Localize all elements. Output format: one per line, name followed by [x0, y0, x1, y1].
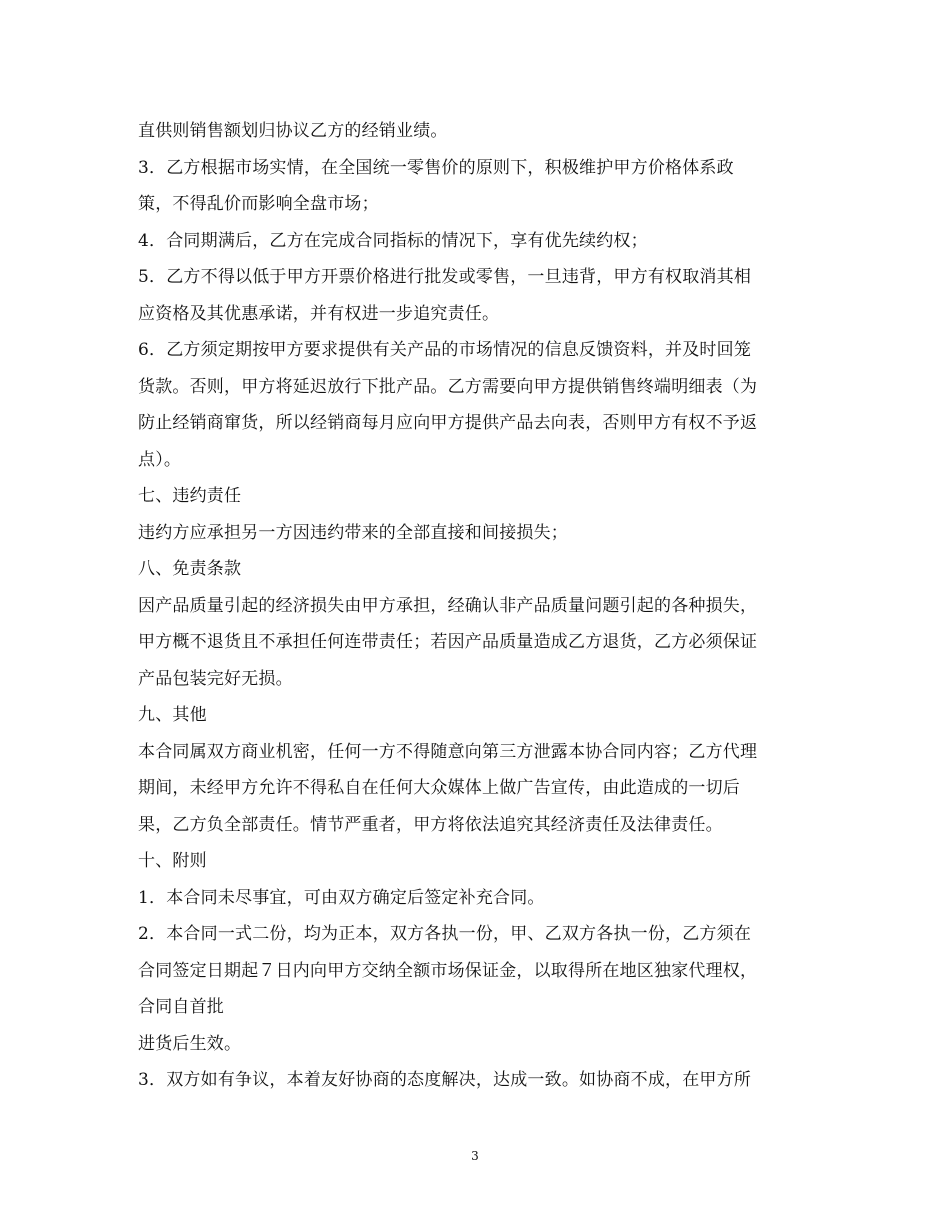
text-line: 产品包装完好无损。 [138, 668, 293, 689]
section-heading: 七、违约责任 [138, 486, 242, 506]
text-line: 1．本合同未尽事宜，可由双方确定后签定补充合同。 [138, 887, 545, 908]
text-line: 合同自首批 [138, 997, 224, 1017]
text-line: 本合同属双方商业机密，任何一方不得随意向第三方泄露本协合同内容；乙方代理 [138, 741, 758, 762]
section-heading: 九、其他 [138, 705, 207, 725]
text-line: 甲方概不退货且不承担任何连带责任；若因产品质量造成乙方退货，乙方必须保证 [138, 632, 758, 652]
document-body [138, 113, 818, 1099]
text-line: 4．合同期满后，乙方在完成合同指标的情况下，享有优先续约权； [138, 230, 648, 251]
page-number: 3 [471, 1149, 479, 1163]
text-line: 违约方应承担另一方因违约带来的全部直接和间接损失； [138, 522, 568, 543]
text-line: 货款。否则，甲方将延迟放行下批产品。乙方需要向甲方提供销售终端明细表（为 [138, 376, 758, 397]
text-line: 策，不得乱价而影响全盘市场； [138, 194, 379, 214]
text-line: 3．双方如有争议，本着友好协商的态度解决，达成一致。如协商不成，在甲方所 [138, 1070, 752, 1090]
text-line: 防止经销商窜货，所以经销商每月应向甲方提供产品去向表，否则甲方有权不予返 [138, 413, 758, 433]
text-line: 果，乙方负全部责任。情节严重者，甲方将依法追究其经济责任及法律责任。 [138, 814, 723, 835]
text-line: 期间，未经甲方允许不得私自在任何大众媒体上做广告宣传，由此造成的一切后 [138, 778, 740, 798]
text-line: 直供则销售额划归协议乙方的经销业绩。 [138, 121, 448, 141]
text-line: 点）。 [138, 449, 182, 470]
text-line: 3．乙方根据市场实情，在全国统一零售价的原则下，积极维护甲方价格体系政 [138, 157, 734, 178]
text-line: 因产品质量引起的经济损失由甲方承担，经确认非产品质量问题引起的各种损失， [138, 595, 758, 616]
text-line: 应资格及其优惠承诺，并有权进一步追究责任。 [138, 303, 500, 324]
section-heading: 八、免责条款 [138, 559, 242, 579]
text-line: 合同签定日期起７日内向甲方交纳全额市场保证金，以取得所在地区独家代理权， [138, 960, 758, 981]
text-line: 进货后生效。 [138, 1033, 242, 1054]
text-line: 5．乙方不得以低于甲方开票价格进行批发或零售，一旦违背，甲方有权取消其相 [138, 267, 752, 287]
text-line: 6．乙方须定期按甲方要求提供有关产品的市场情况的信息反馈资料，并及时回笼 [138, 340, 752, 360]
text-line: 2．本合同一式二份，均为正本，双方各执一份，甲、乙双方各执一份，乙方须在 [138, 924, 752, 944]
section-heading: 十、附则 [138, 851, 207, 871]
